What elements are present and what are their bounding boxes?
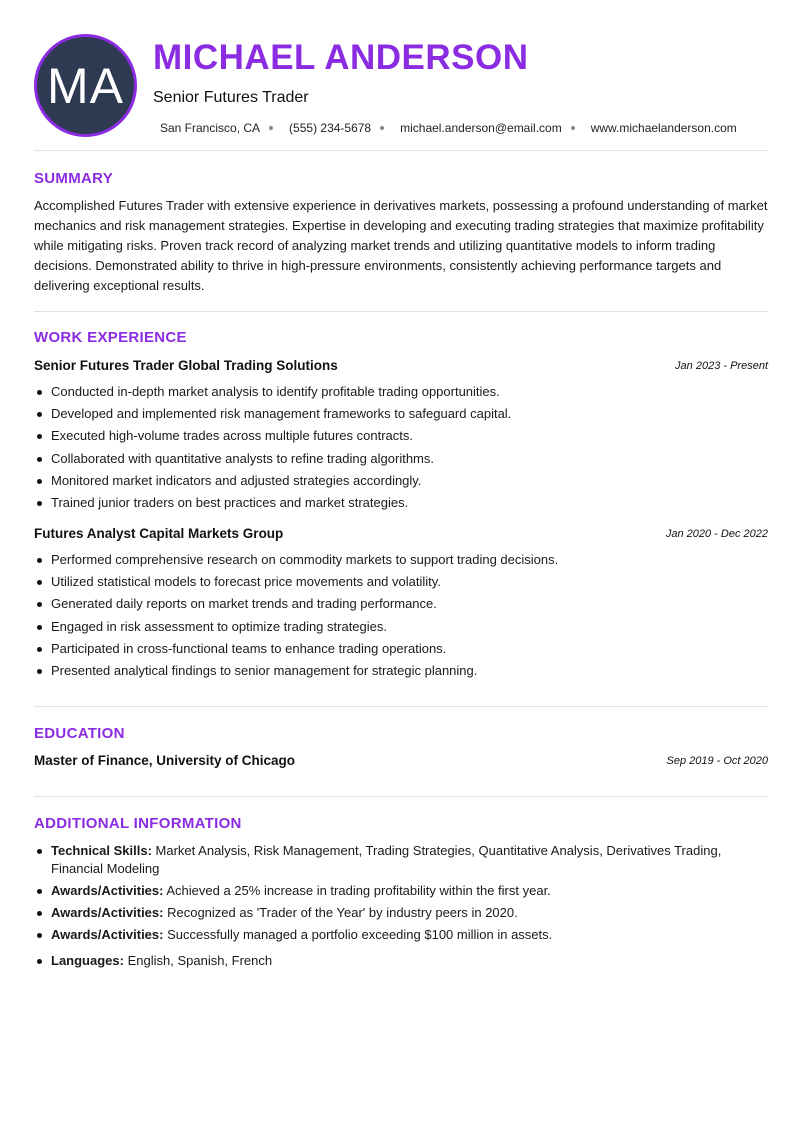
summary-text: Accomplished Futures Trader with extensive experience in derivatives markets, possessing a profound understanding of market mechanics and risk management strategies. Expertise in developing and executing trading strategies that maximize profitability while mitigating risks. Proven track record of analyzing market trends and utilizing quantitative models to inform trading decisions. Demonstrated ability to thrive in high-pressure environments, consistently achieving performance targets and delivering exceptional results. (34, 198, 768, 293)
divider (34, 706, 768, 707)
separator-dot (571, 126, 575, 130)
job-title: Futures Analyst Capital Markets Group (34, 526, 284, 541)
contact-website[interactable]: www.michaelanderson.com (590, 121, 737, 135)
item-label: Awards/Activities: (51, 927, 164, 942)
item-label: Awards/Activities: (51, 883, 164, 898)
resume-header (34, 34, 768, 138)
job-title: Senior Futures Trader Global Trading Solutions (34, 358, 338, 373)
separator-dot (269, 126, 273, 130)
list-item: Executed high-volume trades across multiple futures contracts. (34, 427, 768, 449)
divider (34, 311, 768, 312)
separator-dot (380, 126, 384, 130)
job-dates: Jan 2023 - Present (675, 360, 768, 372)
degree: Master of Finance, University of Chicago (34, 753, 296, 768)
job-header (34, 358, 768, 376)
list-item: Engaged in risk assessment to optimize trading strategies. (34, 618, 768, 640)
additional-info-list (34, 842, 772, 974)
education-heading: EDUCATION (34, 725, 125, 742)
divider (34, 150, 768, 151)
list-item: Conducted in-depth market analysis to identify profitable trading opportunities. (34, 383, 768, 405)
experience-heading: WORK EXPERIENCE (34, 329, 187, 346)
list-item: Developed and implemented risk management frameworks to safeguard capital. (34, 405, 768, 427)
item-label: Technical Skills: (51, 843, 152, 858)
contact-phone: (555) 234-5678 (289, 121, 372, 135)
list-item: Monitored market indicators and adjusted strategies accordingly. (34, 472, 768, 494)
list-item (34, 926, 772, 944)
summary-heading: SUMMARY (34, 170, 114, 187)
list-item: Presented analytical findings to senior management for strategic planning. (34, 662, 768, 684)
contact-location: San Francisco, CA (160, 121, 261, 135)
job-header (34, 526, 768, 544)
list-item (34, 842, 772, 878)
list-item (34, 952, 772, 970)
divider (34, 796, 768, 797)
item-text: Market Analysis, Risk Management, Trading Strategies, Quantitative Analysis, Derivatives Trading, Financial Modeling (51, 843, 722, 876)
item-text: Recognized as 'Trader of the Year' by industry peers in 2020. (167, 905, 518, 920)
item-text: English, Spanish, French (127, 953, 273, 968)
education-entry (34, 753, 768, 771)
item-label: Languages: (51, 953, 124, 968)
education-dates: Sep 2019 - Oct 2020 (666, 755, 768, 767)
avatar-initials: MA (47, 57, 124, 114)
contact-email[interactable]: michael.anderson@email.com (400, 121, 562, 135)
job-bullet-list (34, 383, 768, 516)
list-item (34, 882, 772, 900)
job-bullet-list (34, 551, 768, 684)
list-item: Trained junior traders on best practices and market strategies. (34, 494, 768, 516)
list-item: Utilized statistical models to forecast price movements and volatility. (34, 573, 768, 595)
list-item: Participated in cross-functional teams to enhance trading operations. (34, 640, 768, 662)
item-text: Successfully managed a portfolio exceeding $100 million in assets. (167, 927, 553, 942)
additional-heading: ADDITIONAL INFORMATION (34, 815, 242, 832)
candidate-title: Senior Futures Trader (153, 89, 309, 106)
list-item: Performed comprehensive research on commodity markets to support trading decisions. (34, 551, 768, 573)
job-dates: Jan 2020 - Dec 2022 (665, 528, 768, 540)
list-item (34, 904, 772, 922)
item-text: Achieved a 25% increase in trading profitability within the first year. (166, 883, 551, 898)
candidate-name: MICHAEL ANDERSON (153, 38, 529, 77)
contact-line (160, 121, 737, 135)
item-label: Awards/Activities: (51, 905, 164, 920)
list-item: Generated daily reports on market trends and trading performance. (34, 595, 768, 617)
list-item: Collaborated with quantitative analysts to refine trading algorithms. (34, 450, 768, 472)
avatar (34, 34, 137, 137)
